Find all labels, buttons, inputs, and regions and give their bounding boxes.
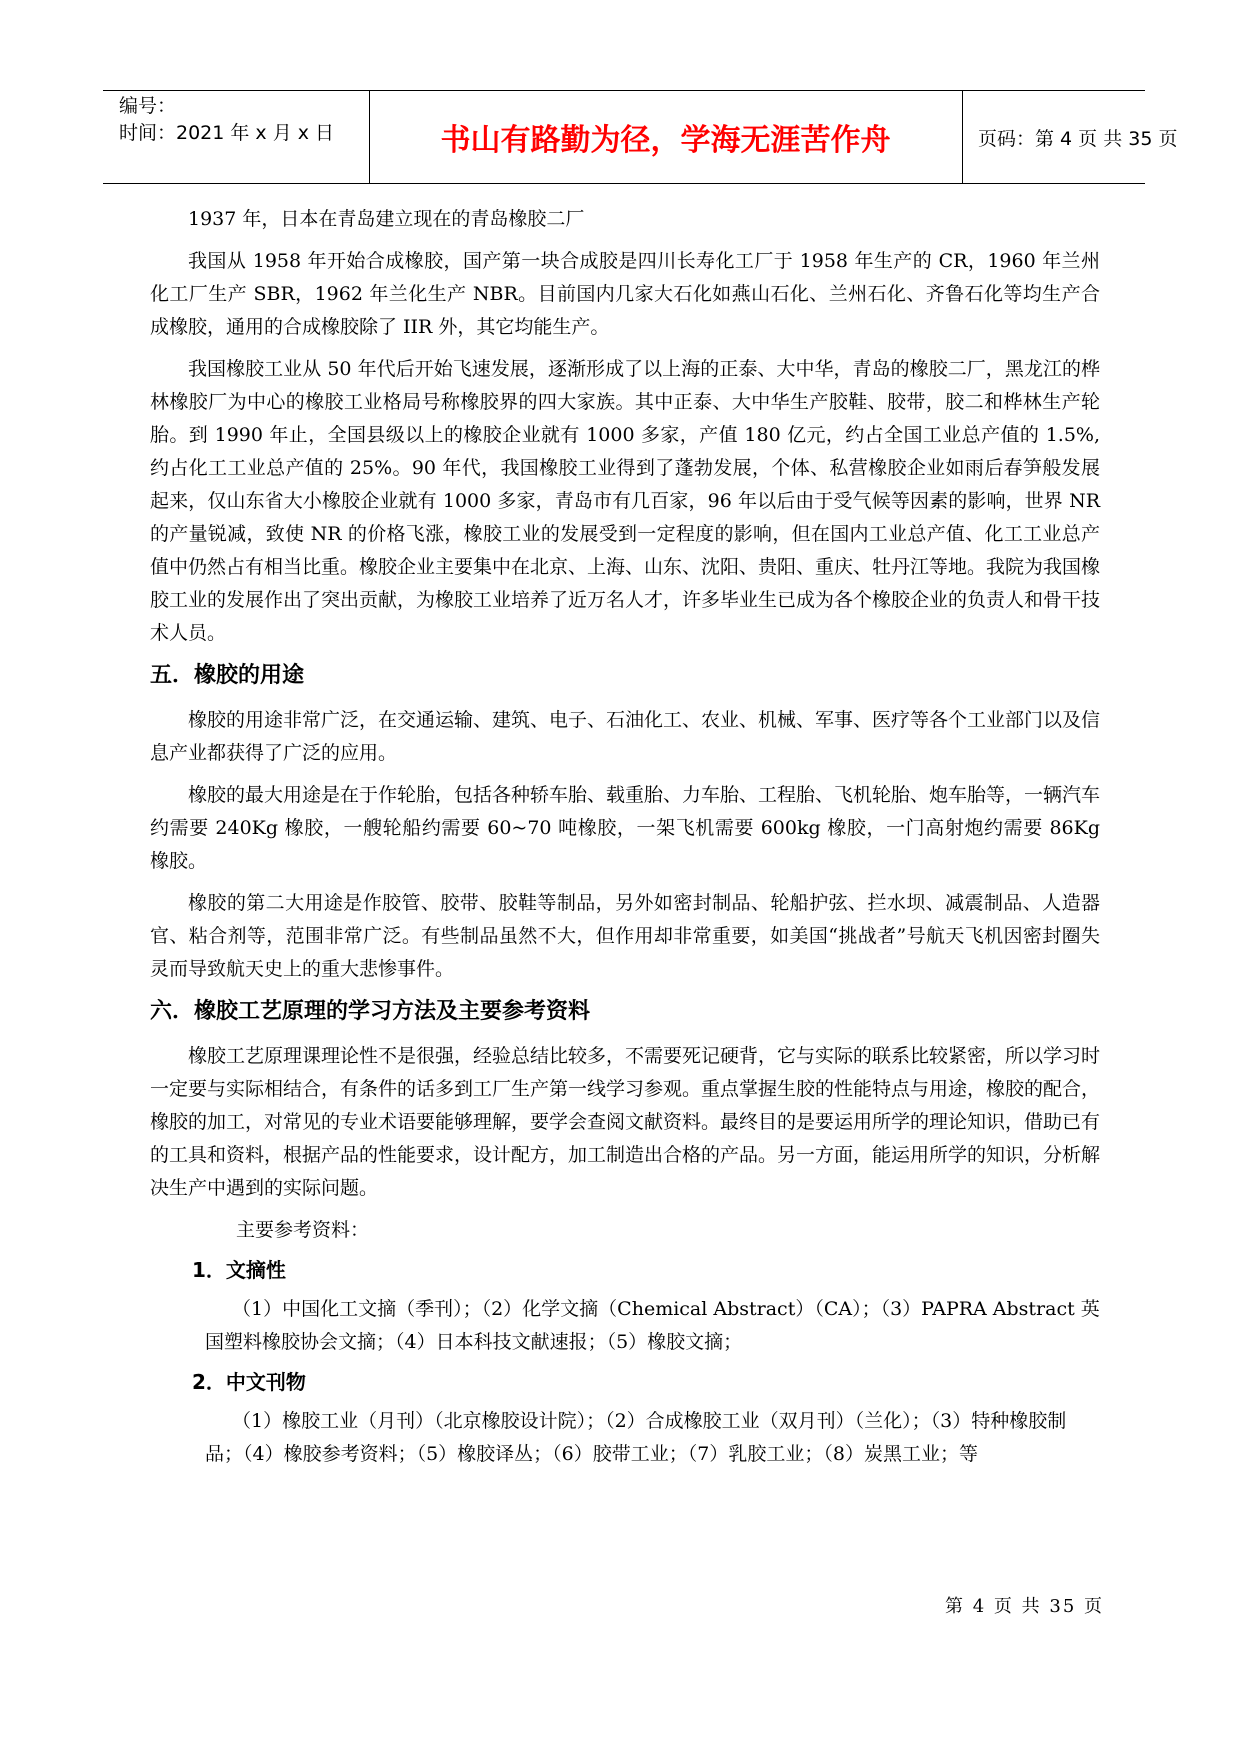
page-footer: 第 4 页 共 35 页 — [945, 1596, 1104, 1617]
page-header — [103, 90, 1178, 184]
document-body — [150, 203, 1100, 1479]
paragraph: 我国橡胶工业从 50 年代后开始飞速发展，逐渐形成了以上海的正泰、大中华，青岛的橡胶二厂，黑龙江的桦林橡胶厂为中心的橡胶工业格局号称橡胶界的四大家族。其中正泰、大中华生产胶鞋、胶带，胶二和桦林生产轮胎。到 1990 年止，全国县级以上的橡胶企业就有 1000 多家，产值 180 亿元，约占全国工业总产值的 1.5%,约占化工工业总产值的 25%。90 年代，我国橡胶工业得到了蓬勃发展，个体、私营橡胶企业如雨后春笋般发展起来，仅山东省大小橡胶企业就有 1000 多家，青岛市有几百家，96 年以后由于受气候等因素的影响，世界 NR 的产量锐减，致使 NR 的价格飞涨，橡胶工业的发展受到一定程度的影响，但在国内工业总产值、化工工业总产值中仍然占有相当比重。橡胶企业主要集中在北京、上海、山东、沈阳、贵阳、重庆、牡丹江等地。我院为我国橡胶工业的发展作出了突出贡献，为橡胶工业培养了近万名人才，许多毕业生已成为各个橡胶企业的负责人和骨干技术人员。 — [150, 358, 1101, 644]
section-heading: 五．橡胶的用途 — [150, 663, 305, 688]
header-page-info: 页码：第 4 页 共 35 页 — [978, 127, 1178, 150]
serial-label: 编号： — [119, 95, 177, 117]
time-label: 时间：2021 年 x 月 x 日 — [119, 122, 335, 144]
subsection-heading: 1．文摘性 — [192, 1258, 286, 1282]
paragraph: 我国从 1958 年开始合成橡胶，国产第一块合成胶是四川长寿化工厂于 1958 年生产的 CR，1960 年兰州化工厂生产 SBR，1962 年兰化生产 NBR。目前国内几家大石化如燕山石化、兰州石化、齐鲁石化等均生产合成橡胶，通用的合成橡胶除了 IIR 外，其它均能生产。 — [150, 250, 1100, 338]
section-heading: 六．橡胶工艺原理的学习方法及主要参考资料 — [150, 999, 591, 1024]
reference-list: （1）中国化工文摘（季刊）；（2）化学文摘（Chemical Abstract）（CA）；（3）PAPRA Abstract 英国塑料橡胶协会文摘；（4）日本科技文献速报；（5）橡胶文摘； — [205, 1298, 1100, 1353]
references-lead: 主要参考资料： — [236, 1219, 370, 1241]
paragraph: 橡胶的第二大用途是作胶管、胶带、胶鞋等制品，另外如密封制品、轮船护弦、拦水坝、减震制品、人造器官、粘合剂等，范围非常广泛。有些制品虽然不大，但作用却非常重要，如美国“挑战者”号航天飞机因密封圈失灵而导致航天史上的重大悲惨事件。 — [150, 892, 1100, 980]
header-motto: 书山有路勤为径，学海无涯苦作舟 — [440, 123, 891, 158]
header-meta — [119, 91, 369, 183]
paragraph: 1937 年，日本在青岛建立现在的青岛橡胶二厂 — [188, 208, 585, 230]
paragraph: 橡胶的用途非常广泛，在交通运输、建筑、电子、石油化工、农业、机械、军事、医疗等各个工业部门以及信息产业都获得了广泛的应用。 — [150, 709, 1101, 764]
paragraph: 橡胶的最大用途是在于作轮胎，包括各种轿车胎、载重胎、力车胎、工程胎、飞机轮胎、炮车胎等，一辆汽车约需要 240Kg 橡胶，一艘轮船约需要 60~70 吨橡胶，一架飞机需要 600kg 橡胶，一门高射炮约需要 86Kg 橡胶。 — [150, 784, 1101, 872]
subsection-heading: 2．中文刊物 — [192, 1370, 306, 1394]
paragraph: 橡胶工艺原理课理论性不是很强，经验总结比较多，不需要死记硬背，它与实际的联系比较紧密，所以学习时一定要与实际相结合，有条件的话多到工厂生产第一线学习参观。重点掌握生胶的性能特点与用途，橡胶的配合，橡胶的加工，对常见的专业术语要能够理解，要学会查阅文献资料。最终目的是要运用所学的理论知识，借助已有的工具和资料，根据产品的性能要求，设计配方，加工制造出合格的产品。另一方面，能运用所学的知识，分析解决生产中遇到的实际问题。 — [150, 1045, 1101, 1199]
reference-list: （1）橡胶工业（月刊）（北京橡胶设计院）；（2）合成橡胶工业（双月刊）（兰化）；（3）特种橡胶制品；（4）橡胶参考资料；（5）橡胶译丛；（6）胶带工业；（7）乳胶工业；（8）炭黑工业；等 — [205, 1410, 1067, 1465]
